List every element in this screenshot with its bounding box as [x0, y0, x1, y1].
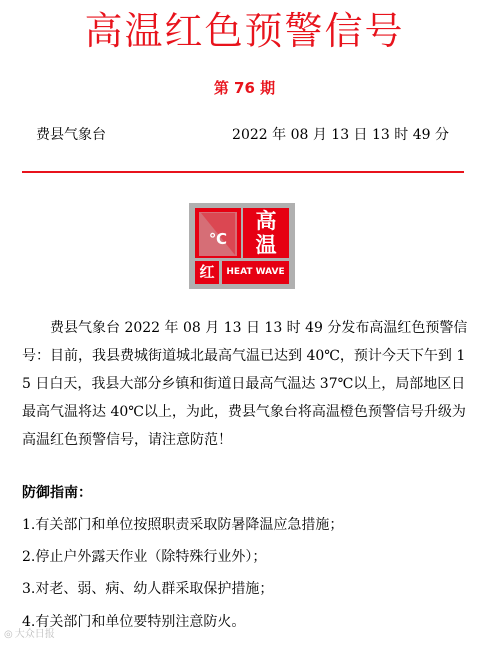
thermometer-icon	[195, 208, 241, 258]
weibo-icon: ◎	[4, 629, 13, 640]
page-title: 高温红色预警信号	[84, 9, 405, 53]
guideline-item: 2.停止户外露天作业（除特殊行业外）；	[22, 549, 267, 565]
heat-wave-caption: HEAT WAVE	[222, 261, 289, 284]
heat-wave-red-signal-icon	[189, 203, 295, 289]
guideline-item: 1.有关部门和单位按照职责采取防暑降温应急措施；	[22, 517, 344, 533]
gao-char: 高	[255, 209, 277, 233]
red-divider	[22, 171, 464, 173]
guideline-item: 3.对老、弱、病、幼人群采取保护措施；	[22, 581, 274, 597]
issue-datetime: 2022 年 08 月 13 日 13 时 49 分	[232, 127, 449, 143]
level-red-label: 红	[195, 261, 219, 284]
issue-number: 第 76 期	[213, 79, 276, 97]
celsius-symbol: ℃	[208, 230, 228, 248]
watermark-text: 大众日报	[14, 629, 55, 640]
gao-wen-panel	[243, 208, 289, 258]
thermometer-panel	[195, 208, 241, 258]
guideline-item: 4.有关部门和单位要特别注意防火。	[22, 614, 246, 630]
issuer-name: 费县气象台	[36, 127, 106, 143]
watermark	[4, 628, 55, 642]
warning-paragraph: 费县气象台 2022 年 08 月 13 日 13 时 49 分发布高温红色预警信号：目前，我县费城街道城北最高气温已达到 40℃，预计今天下午到 15 日白天，我县大部分乡镇和街道日最高气温达 37℃以上，局部地区日最高气温将达 40℃以上，为此，费县气象台将高温橙色预警信号升级为高温红色预警信号，请注意防范！	[22, 320, 468, 448]
guidelines-heading: 防御指南：	[22, 485, 92, 501]
wen-char: 温	[255, 233, 277, 257]
